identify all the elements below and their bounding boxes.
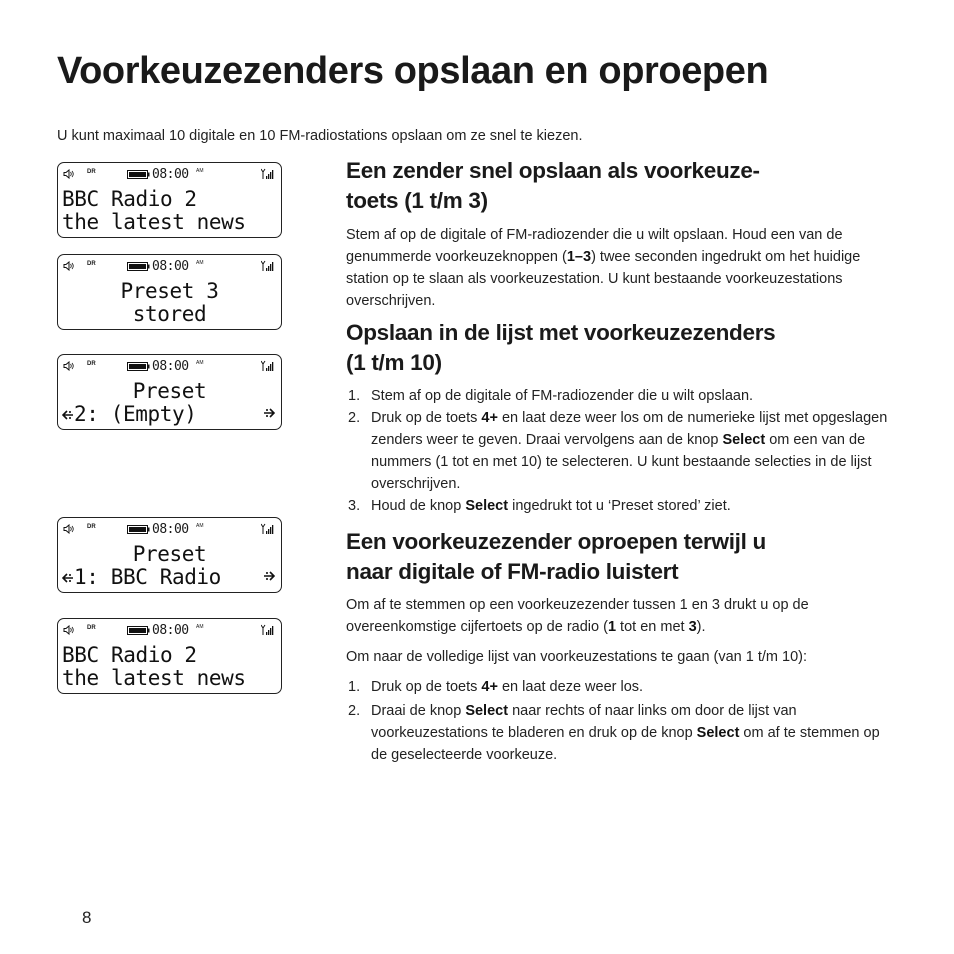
text-run: tot en met <box>616 619 689 635</box>
section-heading <box>346 156 894 216</box>
clock-display: 08:00 <box>152 259 189 274</box>
text-run: ingedrukt tot u ‘Preset stored’ ziet. <box>508 498 731 514</box>
signal-strength-icon <box>261 360 275 372</box>
bold-text: Select <box>465 703 509 719</box>
signal-strength-icon <box>261 168 275 180</box>
am-indicator: AM <box>196 624 204 630</box>
bold-text: 4+ <box>481 679 498 695</box>
text-run: ). <box>696 619 706 635</box>
am-indicator: AM <box>196 360 204 366</box>
lcd-line-2: the latest news <box>62 666 246 690</box>
am-indicator: AM <box>196 260 204 266</box>
battery-icon <box>127 170 150 179</box>
lcd-line-2: the latest news <box>62 210 246 234</box>
lcd-line-2-text: 2: (Empty) <box>74 402 197 426</box>
page-number: 8 <box>82 908 92 927</box>
list-item <box>346 700 894 766</box>
lcd-line-1: Preset <box>132 379 207 403</box>
list-item <box>346 495 894 517</box>
text-run: om een van de nummers (1 tot en met 10) te selecteren. U kunt bestaande selecties in de lijst overschrijven. <box>371 432 872 492</box>
am-indicator: AM <box>196 168 204 174</box>
speaker-icon <box>63 169 74 179</box>
scroll-left-arrow-icon <box>62 409 74 421</box>
steps-list <box>346 676 894 766</box>
text-run: om af te stemmen op de geselecteerde voorkeuze. <box>371 725 880 763</box>
clock-display: 08:00 <box>152 167 189 182</box>
steps-list <box>346 385 894 517</box>
heading-line-1: Een voorkeuzezender oproepen terwijl u <box>346 529 766 554</box>
text-run: Draai de knop <box>371 703 466 719</box>
scroll-left-arrow-icon <box>62 572 74 584</box>
scroll-right-arrow-icon <box>263 570 275 582</box>
speaker-icon <box>63 524 74 534</box>
bold-text: Select <box>465 498 509 514</box>
lcd-line-1: Preset <box>132 542 207 566</box>
section-heading <box>346 318 894 378</box>
battery-icon <box>127 362 150 371</box>
speaker-icon <box>63 625 74 635</box>
bold-text: Select <box>722 432 766 448</box>
lcd-line-2: stored <box>132 302 207 326</box>
dr-label: DR <box>87 169 96 175</box>
text-run: ) twee seconden ingedrukt om het huidige station op te slaan als voorkeuzestation. U kunt bestaande voorkeuzestations overschrijven. <box>346 249 861 309</box>
text-run: Druk op de toets <box>371 410 482 426</box>
dr-label: DR <box>87 625 96 631</box>
battery-icon <box>127 525 150 534</box>
bold-text: 1–3 <box>566 249 592 265</box>
section-preset-list <box>346 318 894 517</box>
list-item <box>346 385 894 407</box>
lcd-status-bar <box>63 523 275 537</box>
bold-text: 3 <box>688 619 697 635</box>
bold-text: 1 <box>607 619 617 635</box>
section-paragraph: Om naar de volledige lijst van voorkeuzestations te gaan (van 1 t/m 10): <box>346 649 808 665</box>
text-run: Stem af op de digitale of FM-radiozender die u wilt opslaan. <box>371 388 754 404</box>
section-heading <box>346 527 894 587</box>
text-run: en laat deze weer los. <box>497 679 644 695</box>
signal-strength-icon <box>261 523 275 535</box>
text-run: en laat deze weer los om de numerieke lijst met opgeslagen zenders weer te geven. Draai vervolgens aan de knop <box>371 410 888 448</box>
lcd-display-2 <box>57 254 282 330</box>
lcd-status-bar <box>63 360 275 374</box>
signal-strength-icon <box>261 624 275 636</box>
list-number: 3. <box>348 498 361 514</box>
dr-label: DR <box>87 361 96 367</box>
text-run: Om af te stemmen op een voorkeuzezender tussen 1 en 3 drukt u op de overeenkomstige cijfertoets op de radio ( <box>346 597 809 635</box>
clock-display: 08:00 <box>152 359 189 374</box>
section-paragraph <box>346 594 894 638</box>
list-number: 1. <box>348 679 361 695</box>
heading-line-1: Een zender snel opslaan als voorkeuze- <box>346 158 760 183</box>
page-title: Voorkeuzezenders opslaan en oproepen <box>57 50 769 92</box>
heading-line-2: toets (1 t/m 3) <box>346 188 488 213</box>
section-recall-preset <box>346 527 894 766</box>
lcd-line-1: BBC Radio 2 <box>62 187 197 211</box>
heading-line-2: (1 t/m 10) <box>346 350 442 375</box>
bold-text: 4+ <box>481 410 498 426</box>
lcd-display-3 <box>57 354 282 430</box>
heading-line-1: Opslaan in de lijst met voorkeuzezenders <box>346 320 776 345</box>
lcd-display-1 <box>57 162 282 238</box>
list-number: 2. <box>348 410 361 426</box>
signal-strength-icon <box>261 260 275 272</box>
section-paragraph <box>346 224 894 312</box>
scroll-right-arrow-icon <box>263 407 275 419</box>
text-run: Stem af op de digitale of FM-radiozender die u wilt opslaan. Houd een van de genummerde voorkeuzeknoppen ( <box>346 227 843 265</box>
dr-label: DR <box>87 524 96 530</box>
section-quick-preset <box>346 156 894 312</box>
lcd-line-2 <box>62 403 277 425</box>
list-item <box>346 407 894 495</box>
battery-icon <box>127 262 150 271</box>
am-indicator: AM <box>196 523 204 529</box>
lcd-line-2-text: 1: BBC Radio <box>74 565 221 589</box>
text-run: Druk op de toets <box>371 679 482 695</box>
speaker-icon <box>63 261 74 271</box>
bold-text: Select <box>696 725 740 741</box>
list-item <box>346 676 894 698</box>
heading-line-2: naar digitale of FM-radio luistert <box>346 559 679 584</box>
lcd-status-bar <box>63 624 275 638</box>
dr-label: DR <box>87 261 96 267</box>
lcd-line-1: BBC Radio 2 <box>62 643 197 667</box>
lcd-status-bar <box>63 260 275 274</box>
list-number: 1. <box>348 388 361 404</box>
speaker-icon <box>63 361 74 371</box>
clock-display: 08:00 <box>152 522 189 537</box>
list-number: 2. <box>348 703 361 719</box>
intro-text: U kunt maximaal 10 digitale en 10 FM-radiostations opslaan om ze snel te kiezen. <box>57 128 583 144</box>
lcd-line-1: Preset 3 <box>120 279 219 303</box>
lcd-display-5 <box>57 618 282 694</box>
battery-icon <box>127 626 150 635</box>
text-run: Houd de knop <box>371 498 466 514</box>
lcd-status-bar <box>63 168 275 182</box>
lcd-display-4 <box>57 517 282 593</box>
lcd-line-2 <box>62 566 277 588</box>
clock-display: 08:00 <box>152 623 189 638</box>
text-run: naar rechts of naar links om door de lijst van voorkeuzestations te bladeren en druk op de knop <box>371 703 797 741</box>
